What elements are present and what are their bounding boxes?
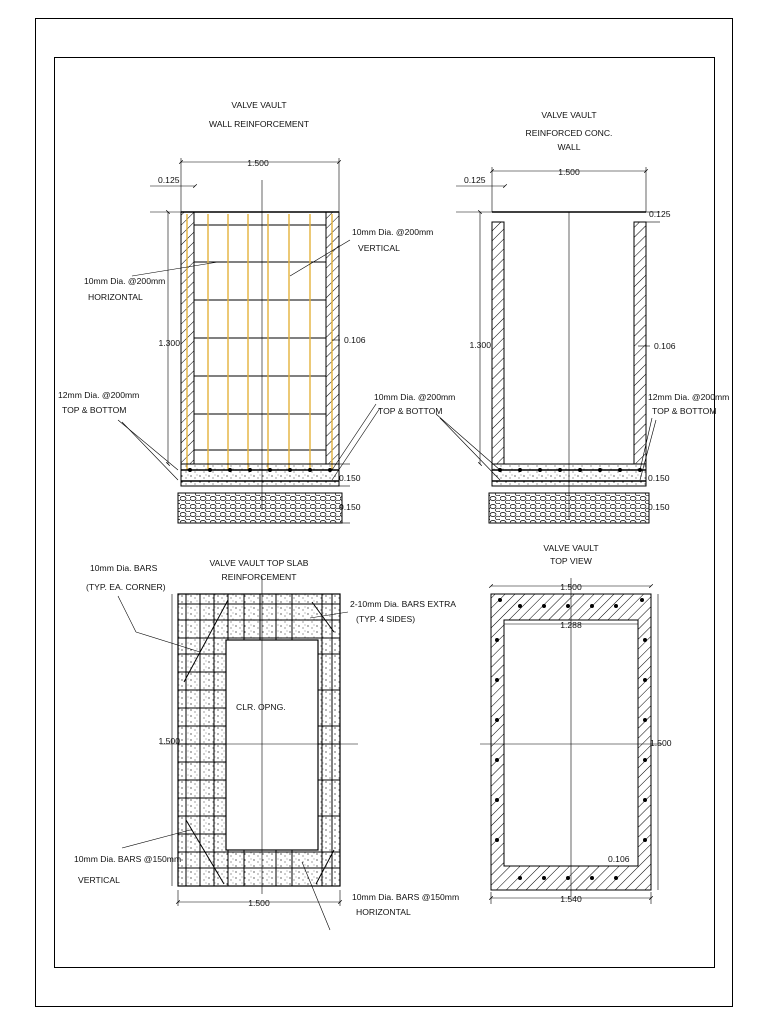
reinf-wall-note-1: 12mm Dia. @200mm	[648, 392, 730, 402]
reinf-wall-dim-slab: 0.150	[648, 473, 670, 483]
top-slab-note-horiz-2: HORIZONTAL	[356, 907, 411, 917]
top-slab-note-horiz-1: 10mm Dia. BARS @150mm	[352, 892, 460, 902]
reinf-wall-dim-base: 0.150	[648, 502, 670, 512]
top-slab-opening-label: CLR. OPNG.	[236, 702, 286, 712]
wall-reinf-dim-slab: 0.150	[339, 473, 361, 483]
top-slab-note-corner-2: (TYP. EA. CORNER)	[86, 582, 166, 592]
wall-reinforcement-view	[58, 100, 455, 523]
top-view	[480, 543, 672, 904]
wall-vertical-bars	[187, 214, 332, 470]
top-slab-title-2: REINFORCEMENT	[221, 572, 297, 582]
top-slab-note-corner-1: 10mm Dia. BARS	[90, 563, 158, 573]
reinf-wall-title-1: VALVE VAULT	[541, 110, 597, 120]
wall-reinf-dim-cover: 0.106	[344, 335, 366, 345]
top-view-title-1: VALVE VAULT	[543, 543, 599, 553]
reinf-wall-title-2: REINFORCED CONC.	[525, 128, 613, 138]
reinf-wall-note-2: TOP & BOTTOM	[652, 406, 717, 416]
wall-reinf-dim-height: 1.300	[158, 338, 180, 348]
top-view-dim-width-bottom: 1.540	[560, 894, 582, 904]
wall-reinf-note-12mm-2: TOP & BOTTOM	[62, 405, 127, 415]
top-slab-note-vert-2: VERTICAL	[78, 875, 120, 885]
top-slab-view	[74, 558, 459, 930]
wall-reinf-note-10mm-tb-2: TOP & BOTTOM	[378, 406, 443, 416]
wall-reinf-dim-wall: 0.125	[158, 175, 180, 185]
wall-reinf-note-vert-2: VERTICAL	[358, 243, 400, 253]
reinf-wall-dim-cover: 0.106	[654, 341, 676, 351]
top-slab-note-vert-1: 10mm Dia. BARS @150mm	[74, 854, 182, 864]
wall-reinf-dim-base: 0.150	[339, 502, 361, 512]
wall-reinf-title-2: WALL REINFORCEMENT	[208, 119, 310, 129]
wall-reinf-note-horiz-1: 10mm Dia. @200mm	[84, 276, 166, 286]
wall-horizontal-bars	[194, 225, 326, 450]
top-slab-title-1: VALVE VAULT TOP SLAB	[209, 558, 309, 568]
top-view-dim-cover: 0.106	[608, 854, 630, 864]
wall-reinf-note-10mm-tb-1: 10mm Dia. @200mm	[374, 392, 456, 402]
top-view-dim-height: 1.500	[650, 738, 672, 748]
top-view-dim-inner: 1.288	[560, 620, 582, 630]
wall-reinf-title-1: VALVE VAULT	[231, 100, 287, 110]
reinf-wall-dim-wall: 0.125	[464, 175, 486, 185]
reinf-wall-dim-height: 1.300	[469, 340, 491, 350]
reinf-wall-title-3: WALL	[557, 142, 581, 152]
reinf-wall-dim-top: 0.125	[649, 209, 671, 219]
top-view-dim-width-top: 1.500	[560, 582, 582, 592]
top-slab-dim-width: 1.500	[248, 898, 270, 908]
reinf-wall-dim-width: 1.500	[558, 167, 580, 177]
wall-reinf-note-horiz-2: HORIZONTAL	[88, 292, 143, 302]
wall-reinf-note-vert-1: 10mm Dia. @200mm	[352, 227, 434, 237]
top-slab-note-extra-2: (TYP. 4 SIDES)	[356, 614, 416, 624]
top-view-title-2: TOP VIEW	[550, 556, 592, 566]
top-slab-dim-height: 1.500	[158, 736, 180, 746]
wall-reinf-note-12mm-1: 12mm Dia. @200mm	[58, 390, 140, 400]
wall-reinf-dim-width: 1.500	[247, 158, 269, 168]
reinforced-wall-view	[436, 110, 729, 523]
top-slab-note-extra-1: 2-10mm Dia. BARS EXTRA	[350, 599, 457, 609]
